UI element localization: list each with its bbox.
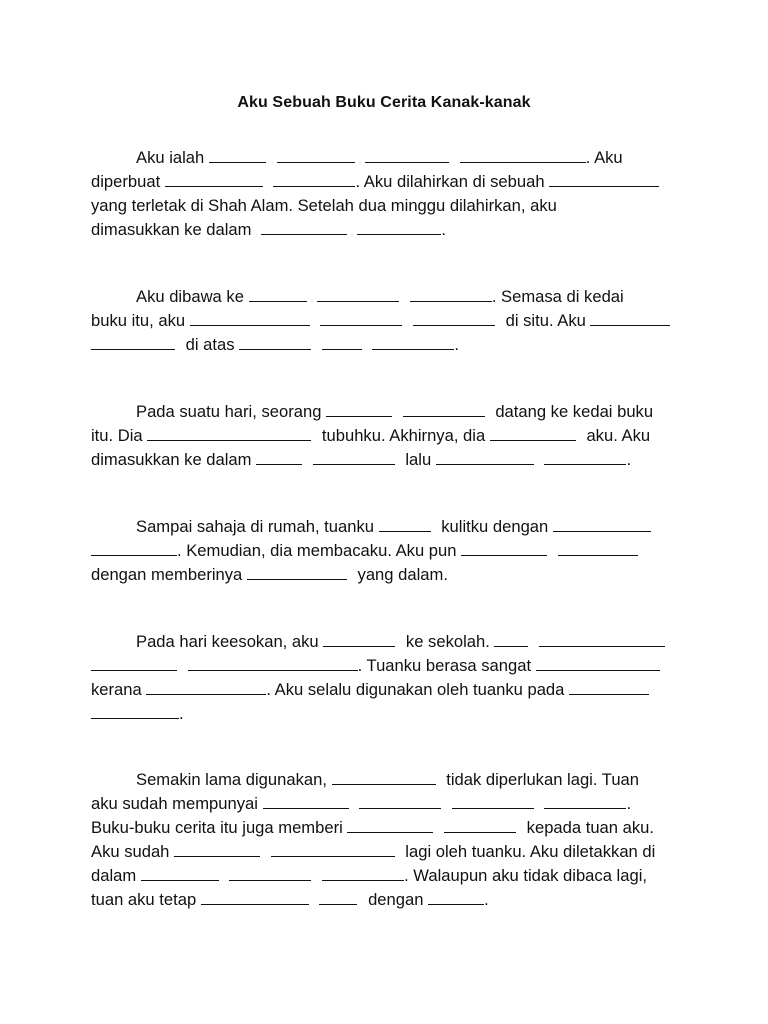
- blank-field[interactable]: [273, 172, 355, 187]
- text-segment: Sampai sahaja di rumah, tuanku: [136, 517, 374, 536]
- text-segment: dalam: [91, 866, 137, 885]
- blank-field[interactable]: [359, 794, 441, 809]
- blank-field[interactable]: [322, 335, 362, 350]
- paragraph-line: [91, 654, 691, 678]
- text-segment: kulitku dengan: [441, 517, 549, 536]
- text-segment: Aku dibawa ke: [136, 287, 244, 306]
- text-segment: .: [454, 335, 460, 354]
- blank-field[interactable]: [460, 148, 586, 163]
- blank-field[interactable]: [544, 794, 626, 809]
- text-segment: kepada tuan aku.: [526, 818, 654, 837]
- blank-field[interactable]: [332, 770, 436, 785]
- blank-field[interactable]: [190, 311, 310, 326]
- paragraph-line: [91, 702, 691, 726]
- text-segment: .: [441, 220, 446, 239]
- blank-field[interactable]: [549, 172, 659, 187]
- text-segment: dengan: [368, 890, 424, 909]
- text-segment: aku. Aku: [586, 426, 651, 445]
- text-segment: buku itu, aku: [91, 311, 186, 330]
- paragraph-6: [91, 768, 691, 912]
- blank-field[interactable]: [461, 541, 547, 556]
- blank-field[interactable]: [403, 402, 485, 417]
- blank-field[interactable]: [313, 450, 395, 465]
- worksheet-title: Aku Sebuah Buku Cerita Kanak-kanak: [237, 94, 531, 111]
- blank-field[interactable]: [379, 517, 431, 532]
- text-segment: Semakin lama digunakan,: [136, 770, 327, 789]
- paragraph-line: [91, 630, 691, 654]
- text-segment: tidak diperlukan lagi. Tuan: [446, 770, 639, 789]
- text-segment: . Kemudian, dia membacaku. Aku pun: [177, 541, 457, 560]
- text-segment: lalu: [405, 450, 432, 469]
- blank-field[interactable]: [357, 220, 441, 235]
- paragraph-line: [91, 424, 691, 448]
- text-segment: kerana: [91, 680, 142, 699]
- text-segment: . Aku selalu digunakan oleh tuanku pada: [266, 680, 565, 699]
- blank-field[interactable]: [326, 402, 392, 417]
- blank-field[interactable]: [249, 287, 307, 302]
- blank-field[interactable]: [229, 866, 311, 881]
- blank-field[interactable]: [317, 287, 399, 302]
- blank-field[interactable]: [188, 656, 358, 671]
- paragraph-5: [91, 630, 691, 726]
- blank-field[interactable]: [320, 311, 402, 326]
- blank-field[interactable]: [436, 450, 534, 465]
- text-segment: dimasukkan ke dalam: [91, 220, 252, 239]
- paragraph-line: [91, 864, 691, 888]
- blank-field[interactable]: [277, 148, 355, 163]
- paragraph-line: [91, 563, 691, 587]
- paragraph-line: [91, 400, 691, 424]
- blank-field[interactable]: [323, 632, 395, 647]
- paragraph-line: [91, 515, 691, 539]
- text-segment: . Aku: [585, 148, 623, 167]
- blank-field[interactable]: [91, 704, 179, 719]
- blank-field[interactable]: [147, 426, 311, 441]
- text-segment: . Aku dilahirkan di sebuah: [355, 172, 545, 191]
- text-segment: . Walaupun aku tidak dibaca lagi,: [404, 866, 647, 885]
- blank-field[interactable]: [261, 220, 347, 235]
- blank-field[interactable]: [536, 656, 660, 671]
- paragraph-2: [91, 285, 691, 357]
- blank-field[interactable]: [263, 794, 349, 809]
- blank-field[interactable]: [494, 632, 528, 647]
- paragraph-line: [91, 194, 691, 218]
- paragraph-line: [91, 146, 691, 170]
- text-segment: di situ. Aku: [505, 311, 586, 330]
- text-segment: .: [179, 704, 184, 723]
- paragraph-line: [91, 170, 691, 194]
- text-segment: dimasukkan ke dalam: [91, 450, 252, 469]
- text-segment: tubuhku. Akhirnya, dia: [321, 426, 486, 445]
- blank-field[interactable]: [444, 818, 516, 833]
- text-segment: yang dalam.: [357, 565, 448, 584]
- blank-field[interactable]: [146, 680, 266, 695]
- blank-field[interactable]: [174, 842, 260, 857]
- text-segment: aku sudah mempunyai: [91, 794, 258, 813]
- blank-field[interactable]: [544, 450, 626, 465]
- blank-field[interactable]: [91, 656, 177, 671]
- text-segment: Buku-buku cerita itu juga memberi: [91, 818, 343, 837]
- paragraph-line: [91, 792, 691, 816]
- paragraph-line: [91, 285, 691, 309]
- blank-field[interactable]: [271, 842, 395, 857]
- blank-field[interactable]: [256, 450, 302, 465]
- text-segment: Aku sudah: [91, 842, 170, 861]
- paragraph-1: [91, 146, 691, 242]
- blank-field[interactable]: [91, 335, 175, 350]
- text-segment: itu. Dia: [91, 426, 143, 445]
- text-segment: dengan memberinya: [91, 565, 243, 584]
- text-segment: .: [484, 890, 489, 909]
- blank-field[interactable]: [239, 335, 311, 350]
- text-segment: . Semasa di kedai: [491, 287, 624, 306]
- paragraph-line: [91, 218, 691, 242]
- blank-field[interactable]: [558, 541, 638, 556]
- blank-field[interactable]: [91, 541, 177, 556]
- text-segment: Aku ialah: [136, 148, 205, 167]
- paragraph-4: [91, 515, 691, 587]
- paragraph-line: [91, 678, 691, 702]
- blank-field[interactable]: [165, 172, 263, 187]
- text-segment: . Tuanku berasa sangat: [357, 656, 532, 675]
- blank-field[interactable]: [413, 311, 495, 326]
- blank-field[interactable]: [452, 794, 534, 809]
- text-segment: tuan aku tetap: [91, 890, 197, 909]
- paragraph-line: [91, 768, 691, 792]
- text-segment: di atas: [185, 335, 235, 354]
- blank-field[interactable]: [247, 565, 347, 580]
- blank-field[interactable]: [319, 890, 357, 905]
- paragraph-line: [91, 309, 691, 333]
- blank-field[interactable]: [410, 287, 492, 302]
- blank-field[interactable]: [553, 517, 651, 532]
- paragraph-3: [91, 400, 691, 472]
- text-segment: Pada hari keesokan, aku: [136, 632, 319, 651]
- paragraph-line: [91, 448, 691, 472]
- blank-field[interactable]: [569, 680, 649, 695]
- paragraph-line: [91, 333, 691, 357]
- blank-field[interactable]: [201, 890, 309, 905]
- paragraph-line: [91, 816, 691, 840]
- text-segment: yang terletak di Shah Alam. Setelah dua minggu dilahirkan, aku: [91, 196, 557, 215]
- blank-field[interactable]: [141, 866, 219, 881]
- paragraph-line: [91, 840, 691, 864]
- text-segment: diperbuat: [91, 172, 161, 191]
- blank-field[interactable]: [365, 148, 449, 163]
- blank-field[interactable]: [539, 632, 665, 647]
- blank-field[interactable]: [490, 426, 576, 441]
- text-segment: ke sekolah.: [405, 632, 490, 651]
- text-segment: .: [626, 450, 632, 469]
- blank-field[interactable]: [209, 148, 266, 163]
- paragraph-line: [91, 539, 691, 563]
- blank-field[interactable]: [347, 818, 433, 833]
- text-segment: .: [626, 794, 632, 813]
- text-segment: Pada suatu hari, seorang: [136, 402, 322, 421]
- blank-field[interactable]: [372, 335, 454, 350]
- text-segment: datang ke kedai buku: [495, 402, 654, 421]
- text-segment: lagi oleh tuanku. Aku diletakkan di: [405, 842, 656, 861]
- blank-field[interactable]: [590, 311, 670, 326]
- blank-field[interactable]: [322, 866, 404, 881]
- paragraph-line: [91, 888, 691, 912]
- blank-field[interactable]: [428, 890, 484, 905]
